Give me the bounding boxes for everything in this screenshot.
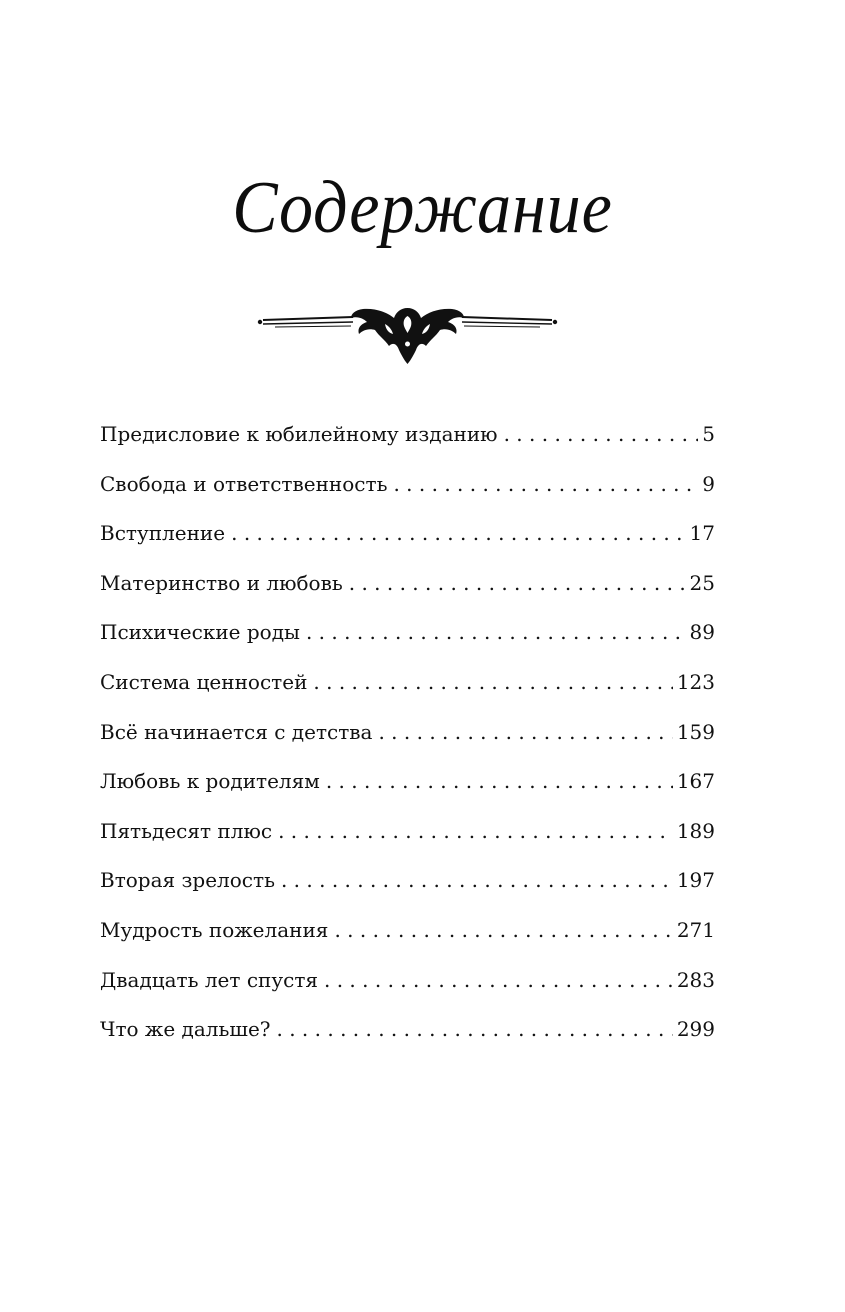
toc-entry[interactable] [100, 864, 715, 914]
dot-leader [334, 914, 672, 946]
toc-entry[interactable] [100, 616, 715, 666]
toc-entry-title: Предисловие к юбилейному изданию [100, 422, 498, 446]
toc-entry[interactable] [100, 716, 715, 766]
toc-entry-title: Пятьдесят плюс [100, 818, 273, 843]
toc-entry-page: 25 [689, 570, 715, 595]
toc-entry[interactable] [100, 765, 715, 815]
dot-leader [378, 716, 672, 748]
dot-leader [231, 517, 685, 549]
dot-leader [306, 616, 686, 648]
toc-entry-page: 5 [702, 422, 715, 446]
toc-entry[interactable] [100, 964, 715, 1014]
toc-entry[interactable] [100, 517, 715, 567]
fleuron-divider-icon [255, 300, 560, 366]
dot-leader [393, 468, 698, 500]
toc-entry-title: Вторая зрелость [100, 868, 275, 893]
dot-leader [313, 666, 672, 698]
toc-entry[interactable] [100, 815, 715, 865]
toc-entry-page: 89 [689, 620, 715, 645]
toc-entry-title: Система ценностей [100, 669, 308, 694]
toc-entry-title: Свобода и ответственность [100, 471, 388, 496]
toc-entry[interactable] [100, 418, 715, 468]
toc-entry-page: 189 [676, 818, 715, 843]
toc-entry-title: Вступление [100, 521, 226, 546]
toc-entry-page: 9 [702, 471, 715, 496]
toc-entry-title: Психические роды [100, 620, 300, 645]
toc-entry-page: 17 [689, 521, 715, 546]
toc-entry-page: 123 [676, 669, 715, 694]
toc-entry-title: Любовь к родителям [100, 769, 320, 794]
dot-leader [277, 1013, 673, 1045]
toc-entry-title: Мудрость пожелания [100, 917, 329, 942]
toc-entry[interactable] [100, 567, 715, 617]
toc-entry-page: 197 [676, 868, 715, 893]
toc-entry-page: 159 [676, 719, 715, 744]
page-title: Содержание [232, 167, 613, 249]
toc-entry[interactable] [100, 468, 715, 518]
toc-entry-page: 167 [676, 769, 715, 794]
dot-leader [349, 567, 686, 599]
toc-entry-page: 283 [676, 967, 715, 992]
toc-entry[interactable] [100, 1013, 715, 1063]
dot-leader [324, 964, 673, 996]
toc-entry[interactable] [100, 914, 715, 964]
toc-entry-title: Что же дальше? [100, 1017, 271, 1042]
table-of-contents [100, 418, 715, 1063]
toc-entry-title: Всё начинается с детства [100, 719, 373, 744]
dot-leader [326, 765, 673, 797]
toc-entry-page: 299 [676, 1017, 715, 1042]
toc-entry-page: 271 [676, 917, 715, 942]
dot-leader [504, 418, 699, 450]
dot-leader [281, 864, 673, 896]
toc-entry[interactable] [100, 666, 715, 716]
dot-leader [278, 815, 673, 847]
toc-entry-title: Материнство и любовь [100, 570, 343, 595]
toc-entry-title: Двадцать лет спустя [100, 967, 318, 992]
